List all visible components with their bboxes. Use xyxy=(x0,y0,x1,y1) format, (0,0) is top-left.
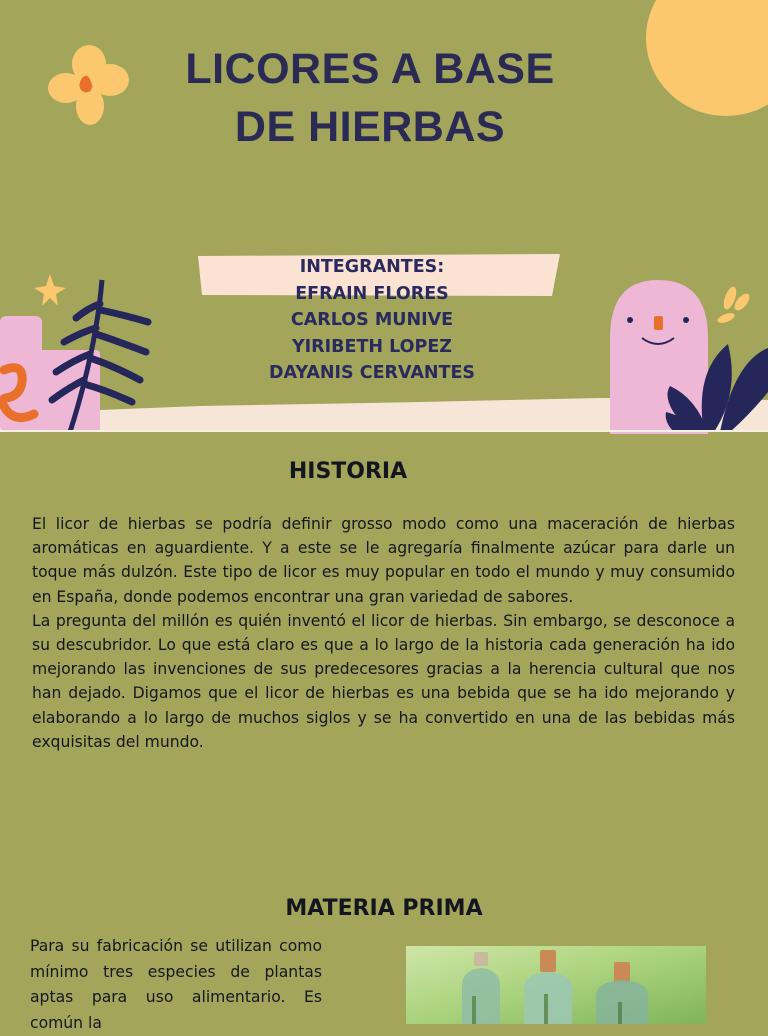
navy-leaves-icon xyxy=(664,282,768,432)
historia-heading: HISTORIA xyxy=(288,459,408,484)
section-divider xyxy=(0,430,768,432)
historia-paragraph-1: El licor de hierbas se podría definir grosso modo como una maceración de hierbas aromáticas en aguardiente. Y a este se le agregaría finalmente azúcar para darle un toque más dulzón. Este tipo de licor es muy popular en todo el mundo y muy consumido en España, donde podemos encontrar una gran variedad de sabores. xyxy=(32,515,735,606)
members-list xyxy=(232,254,512,387)
page-title xyxy=(150,40,590,156)
historia-paragraph-2: La pregunta del millón es quién inventó el licor de hierbas. Sin embargo, se desconoce a su descubridor. Lo que está claro es que a lo largo de la historia cada generación ha ido mejorando las invenciones de sus predecesores gracias a la herencia cultural que nos han dejado. Digamos que el licor de hierbas es una bebida que se ha ido mejorando y elaborando a lo largo de muchos siglos y se ha convertido en una de las bebidas más exquisitas del mundo. xyxy=(32,611,735,751)
sun-circle xyxy=(646,0,768,116)
leaf-plant-icon xyxy=(0,270,170,432)
materia-prima-body: Para su fabricación se utilizan como mínimo tres especies de plantas aptas para uso alimentario. Es común la xyxy=(30,937,322,1032)
member-name: DAYANIS CERVANTES xyxy=(268,363,476,383)
members-label: INTEGRANTES: xyxy=(299,257,445,277)
historia-body xyxy=(32,512,735,754)
title-line-2: DE HIERBAS xyxy=(234,103,506,151)
title-line-1: LICORES A BASE xyxy=(185,45,555,93)
member-name: CARLOS MUNIVE xyxy=(290,310,454,330)
member-name: YIRIBETH LOPEZ xyxy=(291,336,452,357)
bottles-photo xyxy=(406,946,706,1024)
materia-prima-heading: MATERIA PRIMA xyxy=(285,896,483,921)
flower-icon xyxy=(44,40,134,130)
member-name: EFRAIN FLORES xyxy=(295,283,449,304)
